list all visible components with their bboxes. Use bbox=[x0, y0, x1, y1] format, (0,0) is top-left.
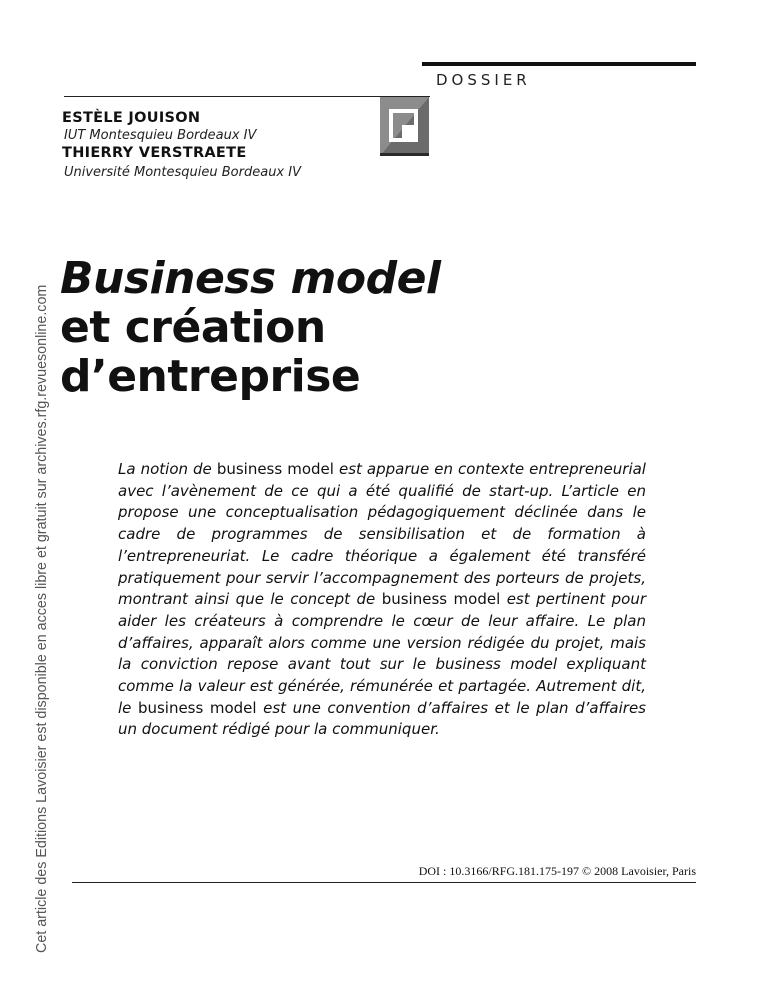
abstract-term: business model bbox=[381, 590, 501, 609]
abstract-term: business model bbox=[216, 460, 334, 478]
doi-line: DOI : 10.3166/RFG.181.175-197 © 2008 Lavoisier, Paris bbox=[418, 864, 696, 878]
author-name-2: THIERRY VERSTRAETE bbox=[62, 145, 247, 161]
author-affiliation-2: Université Montesquieu Bordeaux IV bbox=[64, 165, 301, 180]
abstract bbox=[118, 459, 646, 741]
abstract-segment: est une convention d’affaires et le plan d’affaires un document rédigé pour la communiquer. bbox=[118, 698, 646, 739]
author-name-1: ESTÈLE JOUISON bbox=[62, 110, 201, 126]
title-line-2: et création bbox=[60, 302, 326, 353]
article-title bbox=[60, 254, 441, 401]
author-affiliation-1: IUT Montesquieu Bordeaux IV bbox=[64, 128, 257, 143]
abstract-segment: La notion de bbox=[118, 460, 217, 478]
abstract-term: business model bbox=[137, 698, 257, 717]
author-rule bbox=[64, 96, 430, 97]
title-line-3: d’entreprise bbox=[60, 351, 361, 402]
header-rule bbox=[422, 62, 696, 66]
section-label: DOSSIER bbox=[436, 71, 531, 89]
vertical-side-note: Cet article des Editions Lavoisier est disponible en acces libre et gratuit sur archives.rfg.revuesonline.com bbox=[34, 284, 50, 953]
journal-logo-icon bbox=[380, 97, 429, 156]
abstract-segment: est pertinent pour aider les créateurs à comprendre le cœur de leur affaire. Le plan d’affaires, apparaît alors comme une version rédigée du projet, mais la conviction repose avant tout sur le business model expliquant comme la valeur est générée, rémunérée et partagée. Autrement dit, le bbox=[118, 590, 646, 717]
title-line-1: Business model bbox=[60, 253, 441, 304]
footer-rule bbox=[72, 882, 696, 883]
abstract-segment: est apparue en contexte entrepreneurial avec l’avènement de ce qui a été qualifié de start-up. L’article en propose une conceptualisation pédagogiquement déclinée dans le cadre de programmes de sensibilisation et de formation à l’entrepreneuriat. Le cadre théorique a également été transféré pratiquement pour servir l’accompagnement des porteurs de projets, montrant ainsi que le concept de bbox=[118, 460, 646, 609]
